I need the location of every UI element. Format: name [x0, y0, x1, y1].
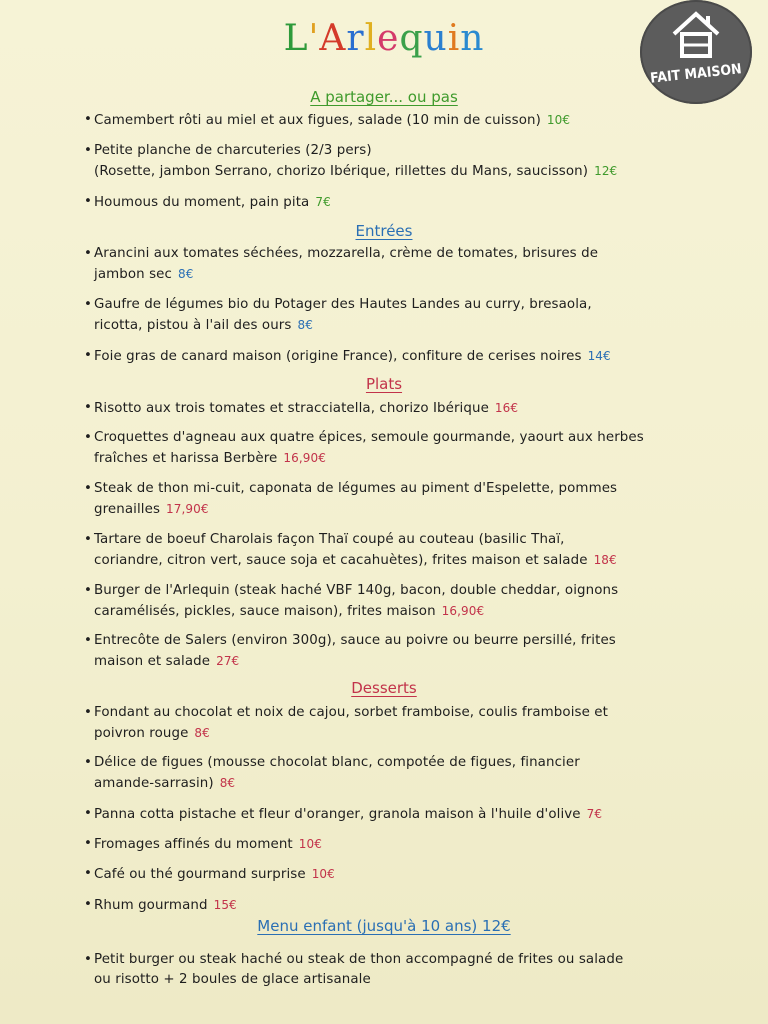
menu-item-planche — [84, 141, 704, 182]
title-letter: A — [319, 18, 347, 59]
menu-item-tartare — [84, 530, 704, 571]
item-price: 27€ — [216, 654, 240, 668]
item-price: 10€ — [546, 113, 571, 127]
bullet: • — [84, 194, 92, 209]
item-description: caramélisés, pickles, sauce maison), frites maison — [94, 604, 436, 619]
item-name: Burger de l'Arlequin (steak haché VBF 140g, bacon, double cheddar, oignons — [94, 583, 619, 598]
item-name: Café ou thé gourmand surprise — [94, 867, 306, 882]
item-name: Tartare de boeuf Charolais façon Thaï coupé au couteau (basilic Thaï, — [94, 532, 565, 547]
item-price: 8€ — [297, 318, 313, 332]
item-name: Arancini aux tomates séchées, mozzarella, crème de tomates, brisures de — [94, 246, 599, 261]
item-description: fraîches et harissa Berbère — [94, 451, 278, 466]
title-letter: ' — [308, 18, 320, 59]
item-name: Gaufre de légumes bio du Potager des Hautes Landes au curry, bresaola, — [94, 297, 592, 312]
bullet: • — [84, 806, 92, 821]
menu-item-foie-gras — [84, 346, 704, 367]
bullet: • — [84, 532, 92, 547]
bullet: • — [84, 952, 92, 967]
menu-item-fondant — [84, 703, 704, 744]
item-name: Petite planche de charcuteries (2/3 pers) — [94, 143, 372, 158]
bullet: • — [84, 246, 92, 261]
item-name: Houmous du moment, pain pita — [94, 195, 310, 210]
item-name: Camembert rôti au miel et aux figues, salade (10 min de cuisson) — [94, 113, 541, 128]
bullet: • — [84, 400, 92, 415]
item-description: coriandre, citron vert, sauce soja et cacahuètes), frites maison et salade — [94, 553, 588, 568]
item-name: Entrecôte de Salers (environ 300g), sauce au poivre ou beurre persillé, frites — [94, 633, 616, 648]
item-price: 12€ — [594, 164, 618, 178]
item-name: Rhum gourmand — [94, 898, 208, 913]
bullet: • — [84, 633, 92, 648]
item-description: amande-sarrasin) — [94, 776, 214, 791]
item-name: Steak de thon mi-cuit, caponata de légumes au piment d'Espelette, pommes — [94, 481, 618, 496]
item-name: Délice de figues (mousse chocolat blanc, compotée de figues, financier — [94, 755, 580, 770]
bullet: • — [84, 481, 92, 496]
bullet: • — [84, 866, 92, 881]
item-price: 10€ — [311, 867, 335, 881]
item-description: ricotta, pistou à l'ail des ours — [94, 318, 292, 333]
menu-item-arancini — [84, 244, 704, 285]
bullet: • — [84, 583, 92, 598]
item-description: poivron rouge — [94, 726, 189, 741]
menu-item-fromages — [84, 834, 704, 855]
item-name: Risotto aux trois tomates et stracciatella, chorizo Ibérique — [94, 401, 489, 416]
item-name: Panna cotta pistache et fleur d'oranger, granola maison à l'huile d'olive — [94, 807, 581, 822]
item-price: 8€ — [177, 267, 194, 281]
title-letter: e — [377, 18, 400, 59]
bullet: • — [84, 836, 92, 851]
item-description: ou risotto + 2 boules de glace artisanale — [94, 972, 371, 987]
item-price: 16,90€ — [441, 604, 485, 618]
title-letter: l — [364, 18, 378, 59]
menu-item-rhum — [84, 895, 704, 916]
bullet: • — [84, 755, 92, 770]
item-name: Croquettes d'agneau aux quatre épices, semoule gourmande, yaourt aux herbes — [94, 430, 644, 445]
item-price: 8€ — [194, 726, 210, 740]
section-partager: A partager... ou pas — [310, 88, 458, 106]
house-icon — [670, 10, 722, 60]
title-letter: u — [423, 18, 448, 59]
item-description: jambon sec — [94, 267, 172, 282]
item-description: maison et salade — [94, 654, 211, 669]
item-price: 8€ — [219, 776, 236, 790]
title-letter: L — [283, 18, 309, 59]
section-desserts: Desserts — [351, 679, 417, 697]
item-price: 17,90€ — [166, 502, 209, 516]
badge-label: FAIT MAISON — [649, 61, 743, 87]
title-letter: n — [460, 18, 485, 59]
menu-item-croquettes — [84, 428, 704, 469]
menu-item-houmous — [84, 192, 704, 213]
item-name: Foie gras de canard maison (origine France), confiture de cerises noires — [94, 349, 582, 364]
menu-item-camembert — [84, 110, 704, 131]
item-price: 16€ — [494, 401, 519, 415]
title-letter: i — [447, 18, 461, 59]
section-entrees: Entrées — [355, 222, 413, 240]
item-price: 14€ — [587, 349, 611, 363]
section-menu-enfant: Menu enfant (jusqu'à 10 ans) 12€ — [257, 917, 511, 935]
section-plats: Plats — [365, 375, 403, 393]
item-name: Fromages affinés du moment — [94, 837, 293, 852]
bullet: • — [84, 297, 92, 312]
item-price: 15€ — [213, 898, 237, 912]
bullet: • — [84, 112, 92, 127]
item-price: 7€ — [315, 195, 331, 209]
bullet: • — [84, 430, 92, 445]
menu-item-panna-cotta — [84, 804, 704, 825]
bullet: • — [84, 348, 92, 363]
menu-item-gaufre — [84, 295, 704, 336]
item-description: (Rosette, jambon Serrano, chorizo Ibérique, rillettes du Mans, saucisson) — [94, 164, 589, 179]
menu-item-delice — [84, 753, 704, 794]
menu-item-entrecote — [84, 631, 704, 672]
item-description: grenailles — [94, 502, 161, 517]
bullet: • — [84, 143, 92, 158]
item-price: 16,90€ — [283, 451, 326, 465]
menu-item-enfant — [84, 950, 704, 990]
menu-item-risotto — [84, 398, 704, 419]
menu-item-steak-thon — [84, 479, 704, 520]
menu-item-cafe — [84, 864, 704, 885]
item-name: Fondant au chocolat et noix de cajou, sorbet framboise, coulis framboise et — [94, 705, 608, 720]
title-letter: r — [346, 18, 365, 59]
menu-item-burger — [84, 581, 704, 622]
item-price: 18€ — [593, 553, 617, 567]
title-letter: q — [399, 18, 424, 59]
bullet: • — [84, 705, 92, 720]
item-price: 7€ — [586, 807, 603, 821]
item-price: 10€ — [298, 837, 322, 851]
bullet: • — [84, 897, 92, 912]
item-name: Petit burger ou steak haché ou steak de thon accompagné de frites ou salade — [94, 952, 624, 967]
